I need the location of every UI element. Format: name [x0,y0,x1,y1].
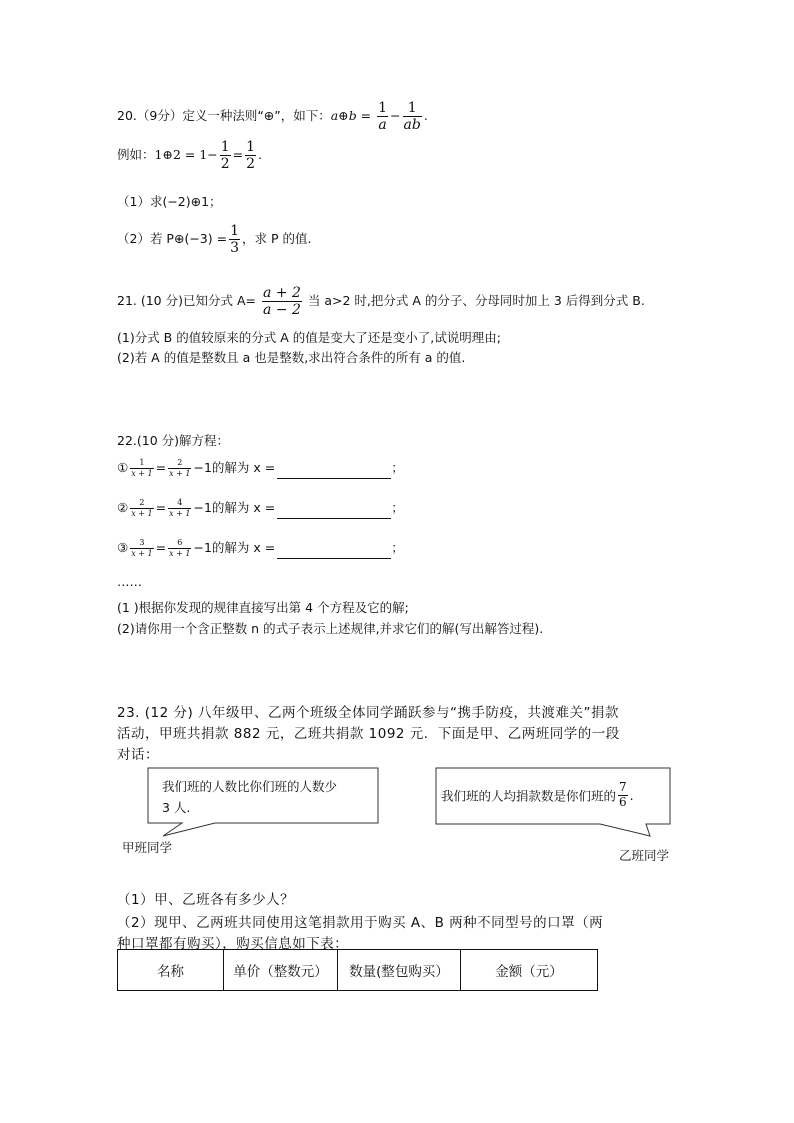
q22-part1: (1 )根据你发现的规律直接写出第 4 个方程及它的解; [117,600,409,615]
q22-eq3-answer-blank[interactable] [277,546,391,559]
q20-example-lhs: 1⊕2 = 1− [154,147,218,163]
q21-part1: (1)分式 B 的值较原来的分式 A 的值是变大了还是变小了,试说明理由; [117,330,501,345]
speaker-left-label: 甲班同学 [122,840,173,855]
q20-def-frac2-num: 1 [403,100,422,117]
q22-eq1-frac-right [168,458,191,478]
q22-equation-1 [117,458,404,479]
q20-part2-frac [229,223,240,256]
q22-eq1-left-num: 1 [130,458,153,469]
q22-eq2-frac-left [130,498,153,518]
q22-intro: 22.(10 分)解方程： [117,433,230,448]
q20-part2-start: （2）若 P⊕(−3) = [117,231,228,247]
q20-intro: 20.（9分）定义一种法则“⊕”，如下： [117,108,331,124]
q20-part2-frac-den: 3 [230,240,239,257]
bubble-right-end: . [629,787,634,803]
q23-part2-line2: 种口罩都有购买），购买信息如下表： [117,936,349,952]
q22-eq3-rest: −1的解为 x = [193,540,276,555]
q21-part2: (2)若 A 的值是整数且 a 也是整数,求出符合条件的所有 a 的值. [117,350,466,365]
q20-example-frac2 [245,139,256,172]
q20-part2 [117,223,311,256]
q22-eq2-end: ； [391,500,404,515]
q22-eq1-frac-left [130,458,153,478]
q20-example [117,139,262,172]
q22-equation-3 [117,538,404,559]
q22-eq1-right-num: 2 [168,458,191,469]
q20-example-label: 例如： [117,147,155,163]
q22-eq2-equals: = [155,500,167,515]
table-header-row [118,950,598,991]
bubble-right-text [441,781,634,810]
q22-eq2-left-den: x + 1 [131,509,153,518]
table-header-cell: 单价（整数元） [224,950,338,991]
q20-example-frac1 [220,139,231,172]
q20-def-end: . [423,108,428,124]
q23-part1: （1）甲、乙班各有多少人？ [117,892,295,908]
q22-eq1-answer-blank[interactable] [277,466,391,479]
speaker-right-label: 乙班同学 [619,848,670,863]
q22-eq1-end: ； [391,460,404,475]
q20-example-frac1-den: 2 [220,156,230,173]
q22-eq3-equals: = [155,540,167,555]
q22-eq1-left-den: x + 1 [131,469,153,478]
q22-eq2-mark: ② [117,500,129,515]
q22-eq3-mark: ③ [117,540,129,555]
q20-part2-frac-num: 1 [230,223,239,239]
q22-eq1-right-den: x + 1 [169,469,191,478]
q22-eq2-rest: −1的解为 x = [193,500,276,515]
q22-eq1-mark: ① [117,460,129,475]
q22-equation-2 [117,498,404,519]
table-header-cell: 数量(整包购买） [338,950,461,991]
q23-part2-line1: （2）现甲、乙两班共同使用这笔捐款用于购买 A、B 两种不同型号的口罩（两 [117,915,604,931]
table-header-cell: 金额（元） [461,950,598,991]
q20-example-frac2-den: 2 [246,156,256,173]
q20-part1: （1）求(−2)⊕1； [117,194,222,209]
q22-eq3-end: ； [391,540,404,555]
q22-eq3-right-num: 6 [168,538,191,549]
speech-bubbles [0,760,794,890]
q22-eq2-left-num: 2 [130,498,153,509]
q23-line3: 对话： [117,747,159,763]
bubble-right-frac-den: 6 [619,794,627,809]
q21-fraction-num: a + 2 [262,285,301,301]
q22-eq1-equals: = [155,460,167,475]
q21-intro [117,285,645,318]
bubble-right-frac [618,781,628,810]
q22-eq2-right-den: x + 1 [169,509,191,518]
q20-example-eq: = [232,147,244,163]
q21-fraction [262,285,302,318]
q20-example-end: . [258,147,263,163]
table-header-cell: 名称 [118,950,224,991]
bubble-right-frac-num: 7 [619,780,627,794]
q22-eq3-left-num: 3 [130,538,153,549]
q21-intro-end: 当 a>2 时,把分式 A 的分子、分母同时加上 3 后得到分式 B. [307,293,645,309]
q23-line1: 23. (12 分) 八年级甲、乙两个班级全体同学踊跃参与“携手防疫，共渡难关”捐款 [117,705,620,721]
q20-definition [117,100,428,133]
q20-part2-end: ，求 P 的值. [242,231,312,247]
q22-eq3-frac-left [130,538,153,558]
q22-eq3-left-den: x + 1 [131,549,153,558]
q22-eq3-right-den: x + 1 [169,549,191,558]
q22-ellipsis: …… [117,574,142,589]
q21-fraction-den: a − 2 [262,302,301,319]
bubble-left-line1: 我们班的人数比你们班的人数少 [162,779,338,794]
q20-example-frac2-num: 1 [246,139,256,155]
q20-def-minus: − [390,108,401,124]
bubble-right-label: 我们班的人均捐款数是你们班的 [441,788,617,804]
q22-eq2-frac-right [168,498,191,518]
q22-eq2-right-num: 4 [168,498,191,509]
q23-line2: 活动，甲班共捐款 882 元，乙班共捐款 1092 元．下面是甲、乙两班同学的一段 [117,726,620,742]
q21-intro-text: 21. (10 分)已知分式 A= [117,293,256,309]
q20-def-frac2 [403,100,422,133]
q22-eq2-answer-blank[interactable] [277,506,391,519]
q20-def-frac2-den: ab [403,117,421,134]
q20-def-frac1-num: 1 [378,100,388,116]
q22-eq1-rest: −1的解为 x = [193,460,276,475]
q20-def-frac1 [377,100,388,133]
q20-def-lhs: a⊕b = [330,108,372,124]
q20-def-frac1-den: a [378,117,387,134]
q20-example-frac1-num: 1 [220,139,230,155]
bubble-left-line2: 3 人. [162,800,191,815]
q22-eq3-frac-right [168,538,191,558]
q22-part2: (2)请你用一个含正整数 n 的式子表示上述规律,并求它们的解(写出解答过程). [117,621,544,636]
purchase-table [117,949,598,991]
